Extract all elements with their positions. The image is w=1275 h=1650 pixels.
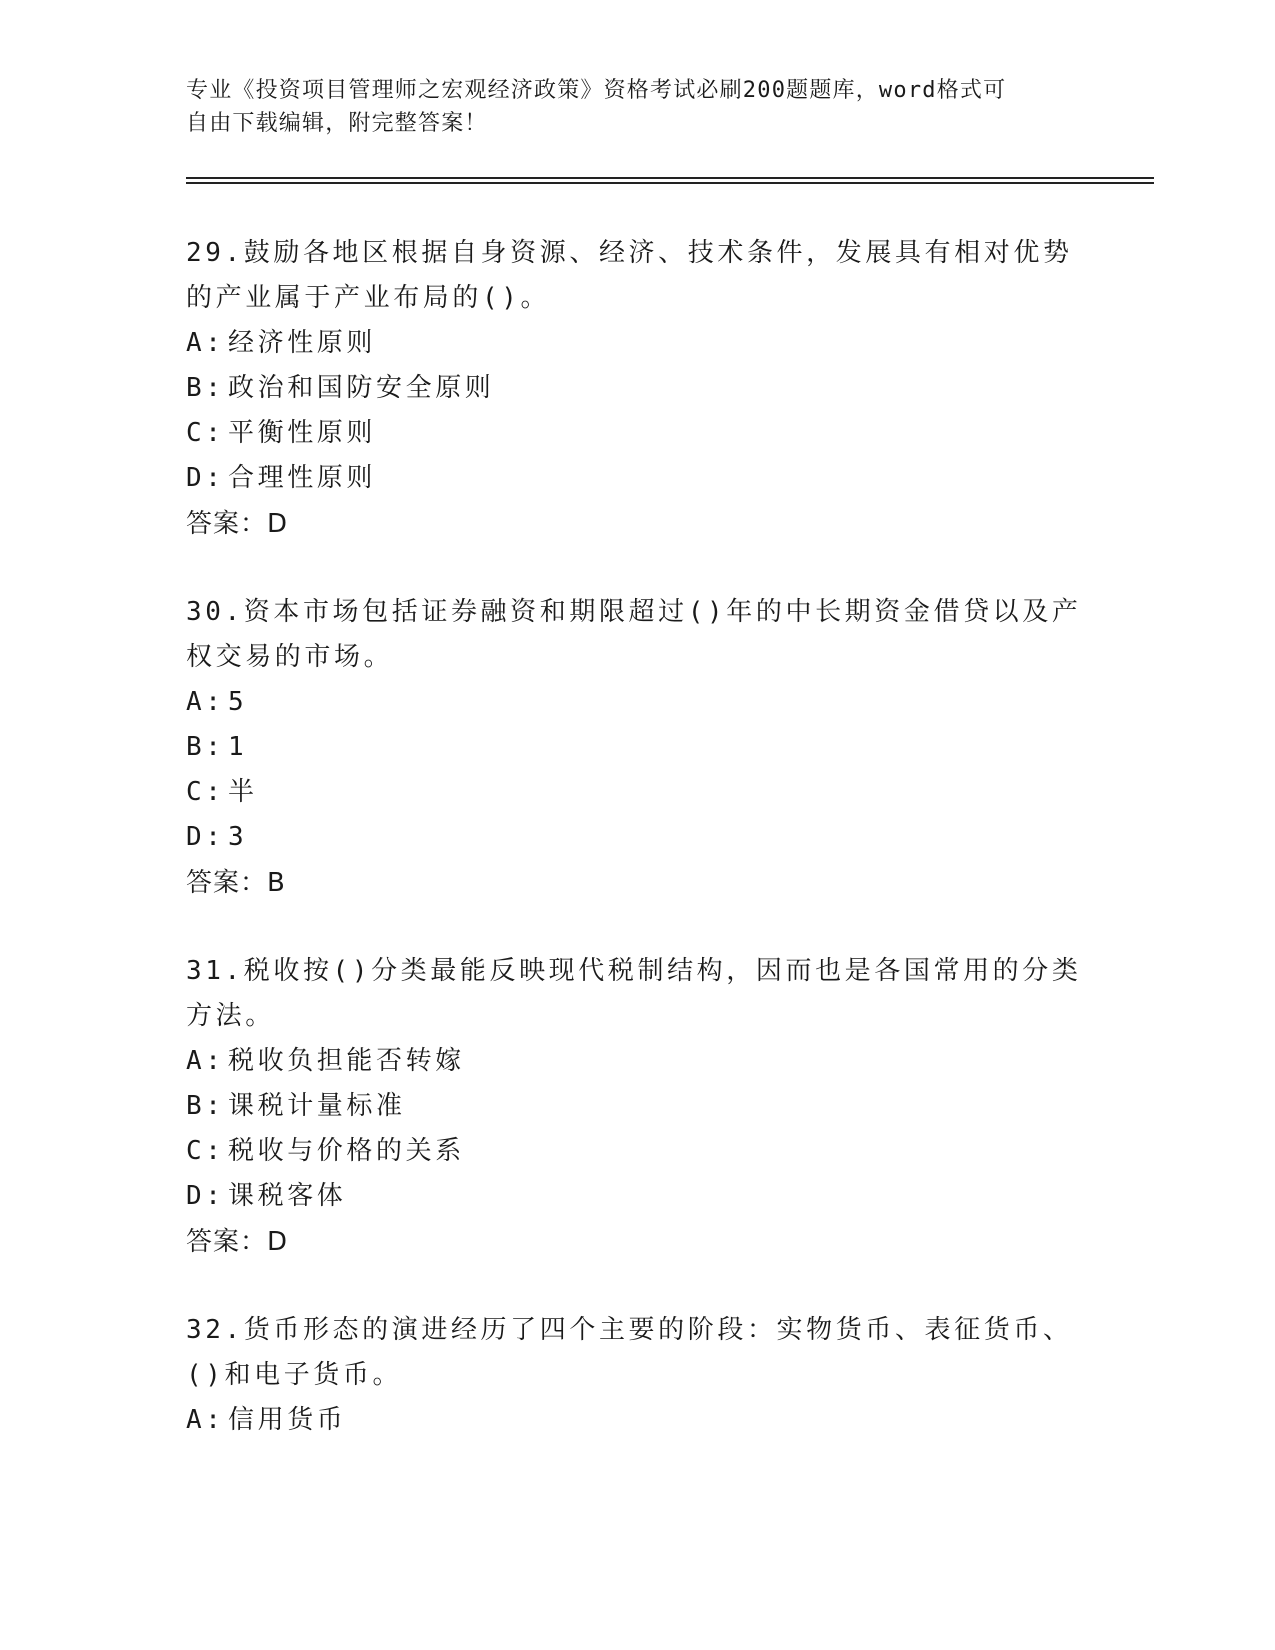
option-text: 信用货币: [228, 1405, 347, 1435]
option-key: B:: [186, 1091, 225, 1121]
header-line-2: 自由下载编辑，附完整答案！: [186, 111, 488, 136]
option-b: [186, 725, 1086, 770]
option-a: [186, 321, 1086, 366]
option-text: 经济性原则: [228, 328, 377, 358]
question-31: [186, 949, 1086, 1265]
option-text: 半: [228, 777, 258, 807]
option-d: [186, 456, 1086, 501]
answer-line: 答案：D: [186, 509, 289, 539]
document-header: [186, 74, 1066, 140]
option-text: 1: [228, 732, 248, 762]
option-a: [186, 1039, 1086, 1084]
option-text: 税收与价格的关系: [228, 1136, 465, 1166]
question-32: [186, 1308, 1086, 1443]
option-key: C:: [186, 1136, 225, 1166]
option-b: [186, 366, 1086, 411]
question-stem: 31.税收按()分类最能反映现代税制结构，因而也是各国常用的分类方法。: [186, 956, 1082, 1031]
question-list: [186, 231, 1086, 1486]
option-key: B:: [186, 373, 225, 403]
option-key: D:: [186, 463, 225, 493]
option-c: [186, 1129, 1086, 1174]
option-a: [186, 1398, 1086, 1443]
option-text: 课税客体: [228, 1181, 347, 1211]
option-key: B:: [186, 732, 225, 762]
header-line-1: 专业《投资项目管理师之宏观经济政策》资格考试必刷200题题库，word格式可: [186, 78, 1007, 103]
option-key: A:: [186, 687, 225, 717]
question-stem: 30.资本市场包括证券融资和期限超过()年的中长期资金借贷以及产权交易的市场。: [186, 597, 1082, 672]
question-stem: 29.鼓励各地区根据自身资源、经济、技术条件，发展具有相对优势的产业属于产业布局的()。: [186, 238, 1073, 313]
question-30: [186, 590, 1086, 906]
option-b: [186, 1084, 1086, 1129]
option-text: 课税计量标准: [228, 1091, 406, 1121]
option-key: D:: [186, 1181, 225, 1211]
option-key: D:: [186, 822, 225, 852]
option-a: [186, 680, 1086, 725]
option-key: C:: [186, 777, 225, 807]
option-key: A:: [186, 328, 225, 358]
option-text: 政治和国防安全原则: [228, 373, 495, 403]
header-divider-bottom: [186, 182, 1154, 184]
option-c: [186, 770, 1086, 815]
option-key: A:: [186, 1405, 225, 1435]
question-stem: 32.货币形态的演进经历了四个主要的阶段：实物货币、表征货币、()和电子货币。: [186, 1315, 1073, 1390]
option-text: 平衡性原则: [228, 418, 377, 448]
option-c: [186, 411, 1086, 456]
option-key: C:: [186, 418, 225, 448]
option-text: 3: [228, 822, 248, 852]
answer-line: 答案：D: [186, 1227, 289, 1257]
option-d: [186, 1174, 1086, 1219]
option-text: 5: [228, 687, 248, 717]
question-29: [186, 231, 1086, 547]
option-d: [186, 815, 1086, 860]
answer-line: 答案：B: [186, 868, 286, 898]
header-divider-top: [186, 177, 1154, 179]
option-text: 合理性原则: [228, 463, 377, 493]
option-text: 税收负担能否转嫁: [228, 1046, 465, 1076]
option-key: A:: [186, 1046, 225, 1076]
